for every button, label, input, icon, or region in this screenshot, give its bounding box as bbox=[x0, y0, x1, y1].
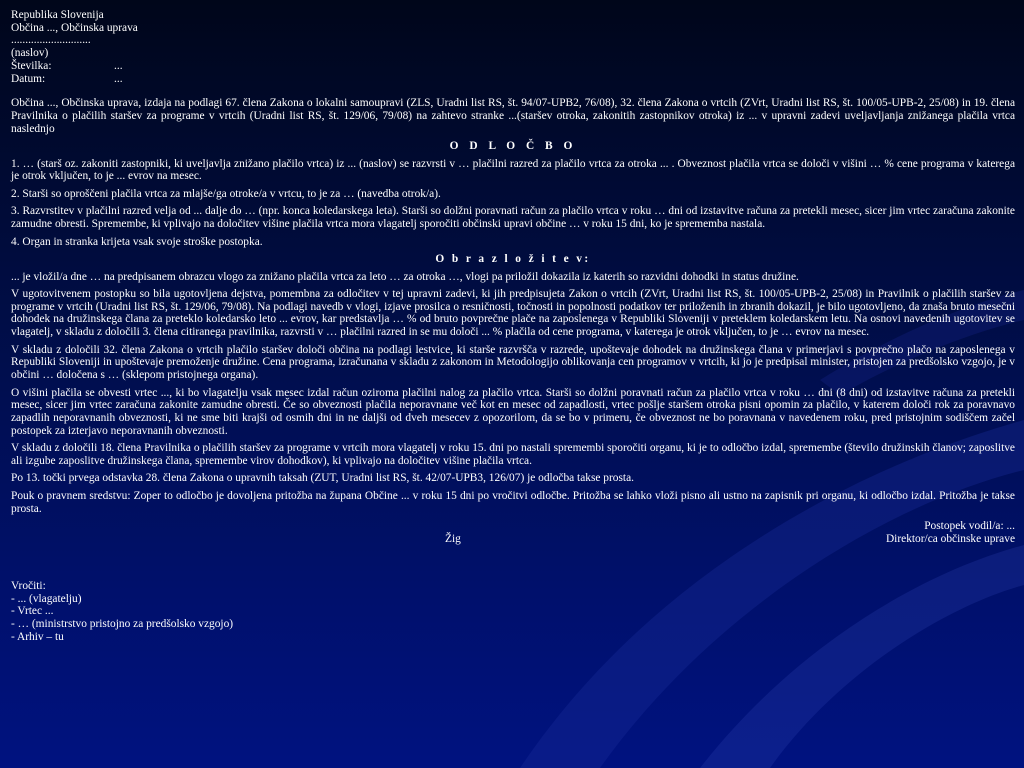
date-value: ... bbox=[114, 72, 123, 85]
recipient-item: - … (ministrstvo pristojno za predšolsko vzgojo) bbox=[11, 618, 234, 631]
municipality-name: Občina ..., Občinska uprava bbox=[11, 21, 138, 34]
recipients-list bbox=[11, 580, 1015, 644]
decision-item: 2. Starši so oproščeni plačila vrtca za mlajše/ga otroke/a v vrtcu, to je za … (navedba otrok/a). bbox=[11, 187, 441, 200]
date-row bbox=[11, 73, 1015, 86]
header-address: (naslov) bbox=[11, 47, 49, 60]
stamp-label: Žig bbox=[445, 533, 461, 546]
reference-number-value: ... bbox=[114, 59, 123, 72]
recipient-item: - ... (vlagatelju) bbox=[11, 592, 82, 605]
procedure-lead: Postopek vodil/a: ... bbox=[924, 520, 1015, 533]
header-dots: ............................ bbox=[11, 34, 91, 47]
reasoning-paragraph: V skladu z določili 18. člena Pravilnika o plačilih staršev za programe v vrtcih mora vlagatelj v roku 15. dni po nastali spremembi sporočiti organu, ki je to odločbo izdal, spremembe (število družinskih članov; zaposlitve ali izgube zaposlitve družinskega člana, spremembe virov dohodkov), ki vplivajo na določitev višine plačila vrtca. bbox=[11, 442, 1015, 467]
reference-number-label: Številka: bbox=[11, 59, 52, 72]
document-header bbox=[11, 9, 1015, 85]
reference-number-row bbox=[11, 60, 1015, 73]
reasoning-title: O b r a z l o ž i t e v: bbox=[435, 253, 591, 266]
reasoning-paragraph: V skladu z določili 32. člena Zakona o vrtcih plačilo staršev določi občina na podlagi lestvice, ki starše razvršča v razrede, upoštevaje dohodek na družinskega člana v primerjavi s povprečno plačo na zaposlenega v Republiki Sloveniji in upoštevaje premoženje družine. Cena programa, izračunana v skladu z zakonom in Metodologijo oblikovanja cen programov v vrtcih, ki jo je predpisal minister, pristojen za predšolsko vzgojo, je v občini … določena s … (sklepom pristojnega organa). bbox=[11, 343, 1015, 382]
reasoning-paragraph: ... je vložil/a dne … na predpisanem obrazcu vlogo za znižano plačila vrtca za leto … za otroka …, vlogi pa priložil dokazila iz katerih so razvidni dohodki in status družine. bbox=[11, 270, 799, 283]
recipient-item: - Vrtec ... bbox=[11, 605, 54, 618]
decision-item: 4. Organ in stranka krijeta vsak svoje stroške postopka. bbox=[11, 235, 263, 248]
intro-paragraph: Občina ..., Občinska uprava, izdaja na podlagi 67. člena Zakona o lokalni samoupravi (ZLS, Uradni list RS, št. 94/07-UPB2, 76/08), 32. člena Zakona o vrtcih (ZVrt, Uradni list RS, št. 100/05-UPB-2, 25/08) in 19. člena Pravilnika o plačilih staršev za programe v vrtcih (Uradni list RS, št. 129/06, 79/08) na zahtevo stranke ...(staršev otroka, zakonitih zastopnikov otroka) iz ... v upravni zadevi uveljavljanja znižanega plačila vrtca naslednjo bbox=[11, 97, 1015, 135]
recipient-item: - Arhiv – tu bbox=[11, 630, 64, 643]
reasoning-paragraph: V ugotovitvenem postopku so bila ugotovljena dejstva, pomembna za odločitev v tej upravni zadevi, ki jih predpisujeta Zakon o vrtcih (ZVrt, Uradni list RS, št. 100/05-UPB-2, 25/08) in Pravilnik o plačilih staršev za programe v vrtcih (Uradni list RS, št. 129/06, 79/08). Na podlagi navedb v vlogi, izjave prosilca o resničnosti, točnosti in popolnosti podatkov ter priloženih in zbranih dokazil, je bilo ugotovljeno, da znaša bruto mesečni dohodek na družinskega člana za preteklo koledarsko leto ... evrov, kar predstavlja … % od bruto povprečne plače na zaposlenega v Republiki Sloveniji v preteklem koledarskem letu. Na osnovi navedenih ugotovitev se vlagatelj, v skladu z določili 3. člena citiranega pravilnika, razvrsti v … plačilni razred in se mu določi ... % plačila od cene programa, v katerega je otrok vključen, to je … evrov na mesec. bbox=[11, 288, 1015, 339]
reasoning-paragraph: O višini plačila se obvesti vrtec ..., ki bo vlagatelju vsak mesec izdal račun oziroma plačilni nalog za plačilo vrtca. Starši so dolžni poravnati račun za plačilo vrtca v roku … dni (8 dni) od izstavitve računa za pretekli mesec, sicer jim vrtec zaračuna zakonite zamudne obresti. Če so obveznosti plačila neporavnane več kot en mesec od zapadlosti, vrtec pošlje staršem otroka pisni opomin za plačilo, v katerem določi rok za poravnavo zapadlih neporavnanih obveznosti, ki ne sme biti krajši od osmih dni in ne daljši od dveh mesecev z opozorilom, da se bo v primeru, če obveznost ne bo poravnana v navedenem roku, pred pristojnim sodiščem začel postopek za izterjavo neporavnanih obveznosti. bbox=[11, 386, 1015, 437]
legal-remedy-paragraph: Pouk o pravnem sredstvu: Zoper to odločbo je dovoljena pritožba na župana Občine ... v roku 15 dni po vročitvi odločbe. Pritožba se lahko vloži pisno ali ustno na zapisnik pri organu, ki odločbo izdal. Pritožba je takse prosta. bbox=[11, 489, 1015, 515]
director-title: Direktor/ca občinske uprave bbox=[885, 532, 1015, 545]
decision-document bbox=[11, 9, 1015, 644]
signature-lines bbox=[886, 520, 1015, 545]
republic-name: Republika Slovenija bbox=[11, 9, 104, 21]
decision-item: 1. … (starš oz. zakoniti zastopniki, ki uveljavlja znižano plačilo vrtca) iz ... (naslov) se razvrsti v … plačilni razred za plačilo vrtca za otroka ... . Obveznost plačila vrtca se določi v višini … % cene programa v katerega je otrok vključen, to je ... evrov na mesec. bbox=[11, 157, 1015, 183]
decision-title: O D L O Č B O bbox=[449, 140, 577, 153]
recipients-title: Vročiti: bbox=[11, 580, 46, 593]
reasoning-paragraph: Po 13. točki prvega odstavka 28. člena Zakona o upravnih taksah (ZUT, Uradni list RS, št. 42/07-UPB3, 126/07) je odločba takse prosta. bbox=[11, 472, 634, 485]
signature-block bbox=[11, 520, 1015, 548]
decision-item: 3. Razvrstitev v plačilni razred velja od ... dalje do … (npr. konca koledarskega leta). Starši so dolžni poravnati račun za plačilo vrtca v roku … dni od izstavitve računa za pretekli mesec, sicer jim vrtec zaračuna zakonite zamudne obresti. Spremembe, ki vplivajo na določitev višine plačila vrtca mora vlagatelj sporočiti občinski upravi občine … v roku 15 dni, ko je sprememba nastala. bbox=[11, 205, 1015, 231]
date-label: Datum: bbox=[11, 72, 46, 85]
